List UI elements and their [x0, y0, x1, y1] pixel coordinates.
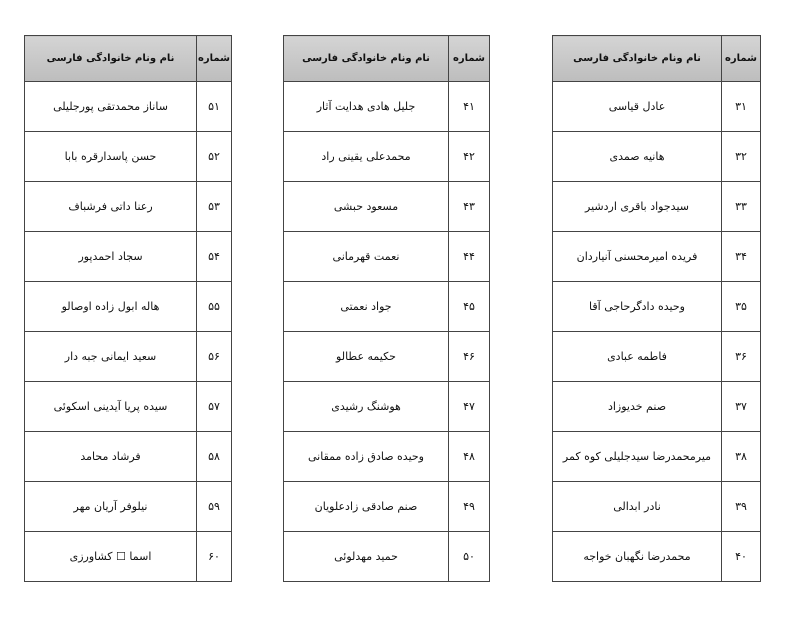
row-number: ۵۹	[197, 482, 232, 532]
table-row	[284, 132, 490, 182]
row-number: ۳۹	[722, 482, 761, 532]
header-number: شماره	[449, 36, 490, 82]
row-number: ۳۱	[722, 82, 761, 132]
table-row	[553, 432, 761, 482]
table-row	[25, 82, 232, 132]
row-name: فاطمه عبادی	[553, 332, 722, 382]
row-name: نیلوفر آریان مهر	[25, 482, 197, 532]
row-number: ۵۶	[197, 332, 232, 382]
row-name: جواد نعمتی	[284, 282, 449, 332]
row-name: هاله ابول زاده اوصالو	[25, 282, 197, 332]
table-row	[553, 482, 761, 532]
table-row	[25, 332, 232, 382]
table-row	[25, 132, 232, 182]
row-number: ۳۷	[722, 382, 761, 432]
row-number: ۴۹	[449, 482, 490, 532]
header-number: شماره	[197, 36, 232, 82]
row-name: اسما ☐ کشاورزی	[25, 532, 197, 582]
row-name: فریده امیرمحسنی آنیاردان	[553, 232, 722, 282]
row-name: جلیل هادی هدایت آثار	[284, 82, 449, 132]
row-name: حسن پاسدارقره بابا	[25, 132, 197, 182]
table-row	[284, 382, 490, 432]
row-number: ۳۳	[722, 182, 761, 232]
row-name: نعمت قهرمانی	[284, 232, 449, 282]
table-row	[284, 82, 490, 132]
table-row	[284, 232, 490, 282]
header-name: نام ونام خانوادگی فارسی	[284, 36, 449, 82]
table-row	[553, 182, 761, 232]
table-row	[553, 532, 761, 582]
table-row	[553, 382, 761, 432]
row-name: حمید مهدلوئی	[284, 532, 449, 582]
row-number: ۵۸	[197, 432, 232, 482]
row-number: ۴۱	[449, 82, 490, 132]
row-number: ۵۴	[197, 232, 232, 282]
row-name: عادل قیاسی	[553, 82, 722, 132]
table-row	[284, 432, 490, 482]
table-31-40	[552, 35, 761, 582]
table-row	[284, 532, 490, 582]
row-number: ۳۴	[722, 232, 761, 282]
table-row	[284, 182, 490, 232]
row-name: وحیده دادگرحاجی آقا	[553, 282, 722, 332]
row-number: ۳۸	[722, 432, 761, 482]
table-row	[553, 82, 761, 132]
table-row	[553, 232, 761, 282]
row-name: محمدعلی یقینی راد	[284, 132, 449, 182]
row-name: حکیمه عطالو	[284, 332, 449, 382]
row-number: ۴۶	[449, 332, 490, 382]
row-number: ۵۰	[449, 532, 490, 582]
row-name: هانیه صمدی	[553, 132, 722, 182]
header-row	[25, 36, 232, 82]
row-name: هوشنگ رشیدی	[284, 382, 449, 432]
header-row	[284, 36, 490, 82]
table-row	[25, 382, 232, 432]
row-number: ۴۴	[449, 232, 490, 282]
table-row	[284, 282, 490, 332]
table-41-50	[283, 35, 490, 582]
header-name: نام ونام خانوادگی فارسی	[553, 36, 722, 82]
row-number: ۵۳	[197, 182, 232, 232]
row-number: ۵۲	[197, 132, 232, 182]
table-row	[284, 482, 490, 532]
header-name: نام ونام خانوادگی فارسی	[25, 36, 197, 82]
row-number: ۳۵	[722, 282, 761, 332]
row-name: ساناز محمدتقی پورجلیلی	[25, 82, 197, 132]
table-row	[25, 482, 232, 532]
table-row	[553, 132, 761, 182]
table-row	[25, 432, 232, 482]
row-number: ۴۲	[449, 132, 490, 182]
row-name: وحیده صادق زاده ممقانی	[284, 432, 449, 482]
row-number: ۴۸	[449, 432, 490, 482]
row-number: ۶۰	[197, 532, 232, 582]
row-name: محمدرضا نگهبان خواجه	[553, 532, 722, 582]
table-row	[25, 282, 232, 332]
row-number: ۴۵	[449, 282, 490, 332]
table-row	[25, 532, 232, 582]
row-number: ۵۷	[197, 382, 232, 432]
row-name: سعید ایمانی جبه دار	[25, 332, 197, 382]
table-row	[25, 232, 232, 282]
table-row	[284, 332, 490, 382]
row-number: ۴۳	[449, 182, 490, 232]
row-name: میرمحمدرضا سیدجلیلی کوه کمر	[553, 432, 722, 482]
row-number: ۵۱	[197, 82, 232, 132]
table-51-60	[24, 35, 232, 582]
table-row	[25, 182, 232, 232]
row-name: فرشاد محامد	[25, 432, 197, 482]
row-number: ۴۰	[722, 532, 761, 582]
row-name: نادر ابدالی	[553, 482, 722, 532]
row-name: صنم صادقی زادعلویان	[284, 482, 449, 532]
header-row	[553, 36, 761, 82]
row-number: ۳۲	[722, 132, 761, 182]
row-name: مسعود حبشی	[284, 182, 449, 232]
row-name: رعنا داتی فرشباف	[25, 182, 197, 232]
table-row	[553, 282, 761, 332]
row-number: ۴۷	[449, 382, 490, 432]
row-name: سیدجواد باقری اردشیر	[553, 182, 722, 232]
header-number: شماره	[722, 36, 761, 82]
row-number: ۵۵	[197, 282, 232, 332]
table-row	[553, 332, 761, 382]
row-number: ۳۶	[722, 332, 761, 382]
row-name: سیده پریا آیدینی اسکوئی	[25, 382, 197, 432]
row-name: سجاد احمدپور	[25, 232, 197, 282]
row-name: صنم خدیوزاد	[553, 382, 722, 432]
